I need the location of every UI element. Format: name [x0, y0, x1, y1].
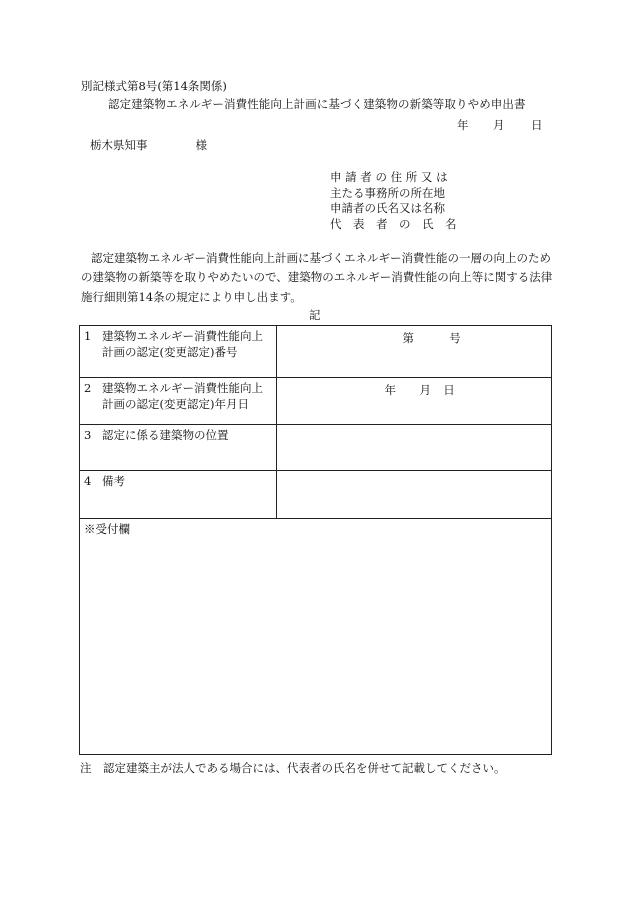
- addressee-name: 栃木県知事: [90, 138, 148, 152]
- certification-date-field[interactable]: [277, 378, 552, 425]
- date-line: [457, 118, 543, 132]
- row-number: 3: [84, 428, 92, 442]
- reception-area: [80, 519, 552, 755]
- form-number: 別記様式第8号(第14条関係): [81, 79, 227, 93]
- table-row: [80, 326, 552, 378]
- row-label: 建築物エネルギー消費性能向上計画の認定(変更認定)年月日: [102, 381, 263, 411]
- table-row: [80, 519, 552, 755]
- number-suffix: 号: [449, 331, 461, 345]
- date-month: 月: [493, 118, 505, 132]
- footnote: 注 認定建築主が法人である場合には、代表者の氏名を併せて記載してください。: [80, 761, 506, 775]
- ki-heading: 記: [309, 308, 321, 322]
- applicant-office-label: 主たる事務所の所在地: [330, 185, 445, 200]
- document-title: 認定建築物エネルギー消費性能向上計画に基づく建築物の新築等取りやめ申出書: [108, 97, 526, 111]
- date-year: 年: [457, 118, 469, 132]
- certification-number-field[interactable]: [277, 326, 552, 378]
- representative-name-label: 代 表 者 の 氏 名: [330, 216, 457, 231]
- addressee: [90, 138, 207, 152]
- addressee-honorific: 様: [195, 138, 207, 152]
- building-location-field[interactable]: [277, 425, 552, 471]
- row-label-cell: [80, 378, 277, 425]
- date-day: 日: [531, 118, 543, 132]
- row-label-cell: [80, 425, 277, 471]
- reception-label: ※受付欄: [84, 522, 130, 536]
- applicant-address-label: 申 請 者 の 住 所 又 は: [330, 170, 448, 184]
- cert-year: 年: [384, 383, 396, 397]
- record-table: [79, 325, 552, 755]
- row-number: 1: [84, 329, 92, 343]
- applicant-name-label: 申請者の氏名又は名称: [330, 201, 445, 215]
- row-label-cell: [80, 326, 277, 378]
- cert-month: 月: [419, 383, 431, 397]
- table-row: [80, 378, 552, 425]
- row-label: 備考: [102, 474, 125, 488]
- table-row: [80, 471, 552, 519]
- cert-day: 日: [443, 383, 455, 397]
- row-label: 認定に係る建築物の位置: [102, 428, 229, 442]
- row-label: 建築物エネルギー消費性能向上計画の認定(変更認定)番号: [102, 329, 263, 359]
- row-number: 4: [84, 474, 92, 488]
- number-prefix: 第: [402, 331, 414, 345]
- table-row: [80, 425, 552, 471]
- row-label-cell: [80, 471, 277, 519]
- remarks-field[interactable]: [277, 471, 552, 519]
- body-text: 認定建築物エネルギー消費性能向上計画に基づくエネルギー消費性能の一層の向上のための建築物の新築等を取りやめたいので、建築物のエネルギー消費性能の向上等に関する法律施行細則第14条の規定により申し出ます。: [81, 251, 553, 304]
- row-number: 2: [84, 381, 92, 395]
- applicant-block: [330, 170, 457, 232]
